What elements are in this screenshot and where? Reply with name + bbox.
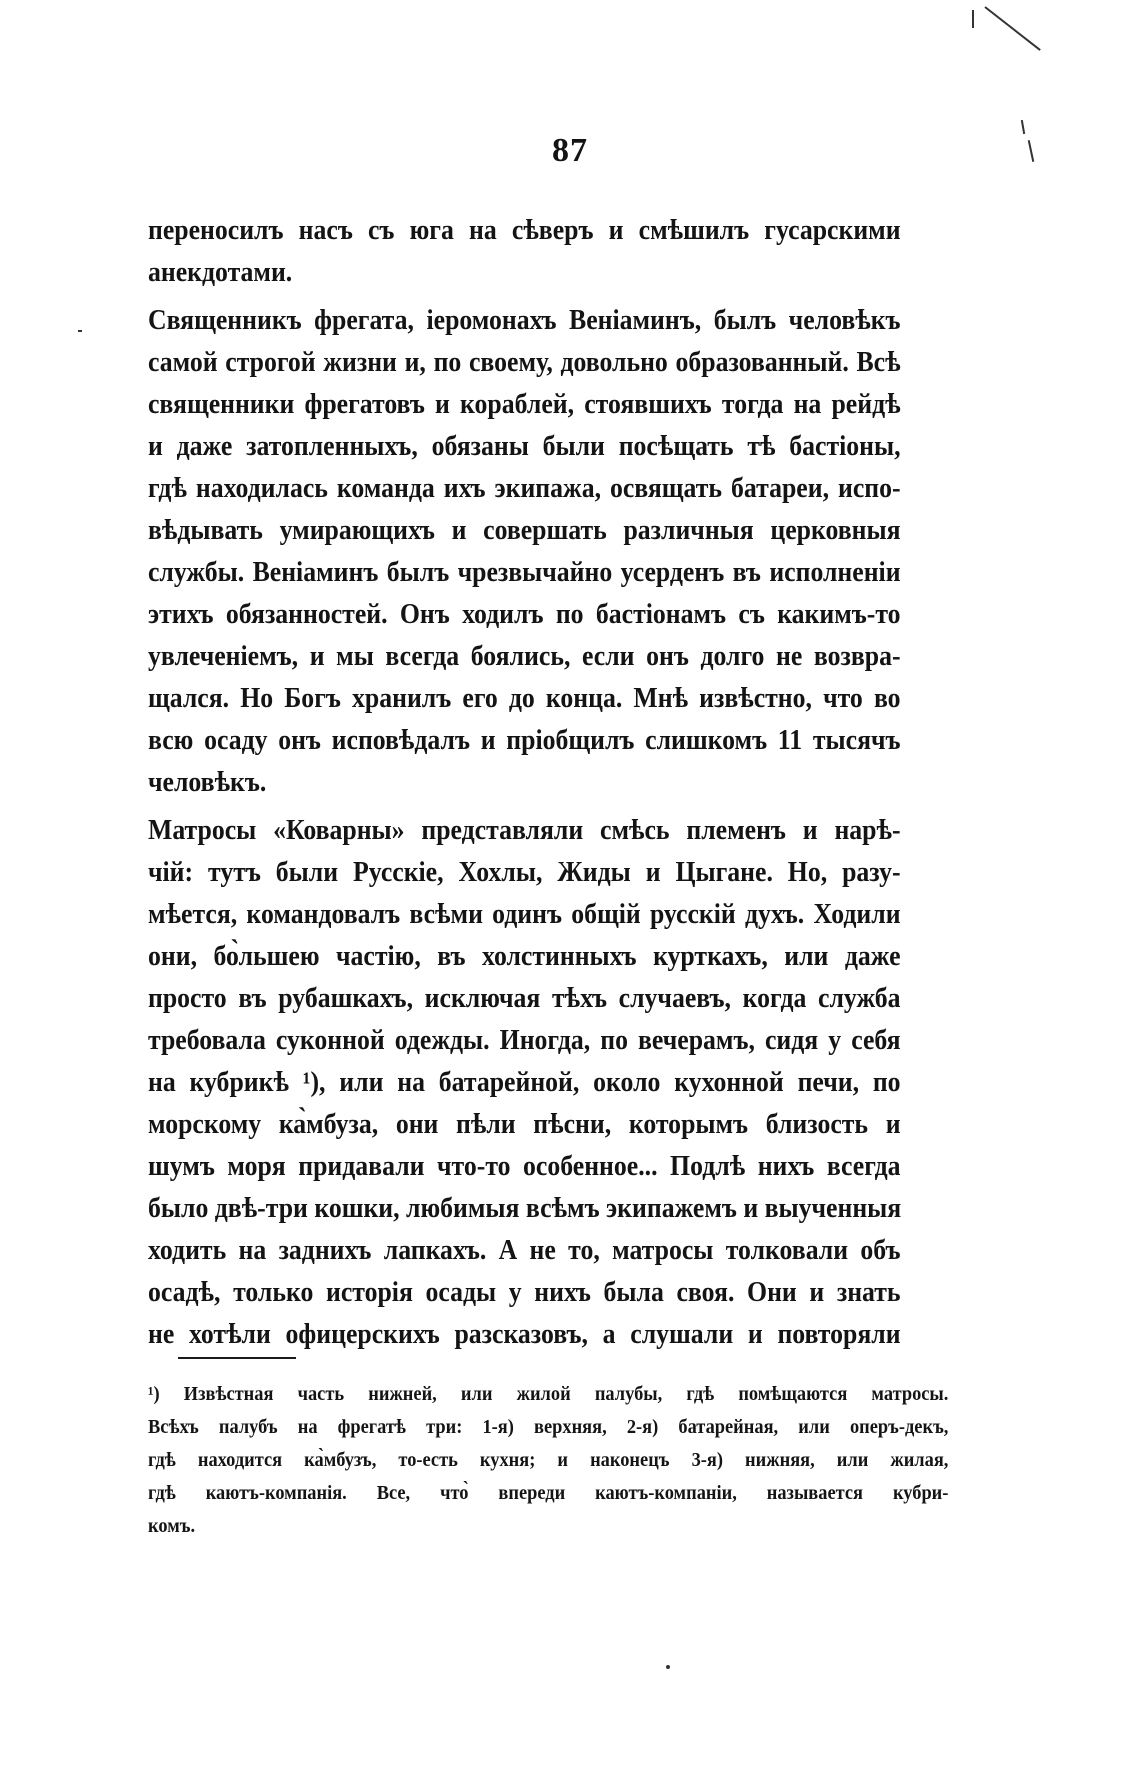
text-line: щался. Но Богъ хранилъ его до конца. Мнѣ извѣстно, что во <box>148 683 901 714</box>
footnote <box>148 1378 948 1543</box>
text-line: было двѣ-три кошки, любимыя всѣмъ экипажемъ и выученныя <box>148 1193 902 1224</box>
text-line: человѣкъ. <box>148 767 267 798</box>
text-line: гдѣ находилась команда ихъ экипажа, освящать батареи, испо- <box>148 473 901 504</box>
text-line: шумъ моря придавали что-то особенное... Подлѣ нихъ всегда <box>148 1151 901 1182</box>
text-line: священники фрегатовъ и кораблей, стоявшихъ тогда на рейдѣ <box>148 389 901 420</box>
text-line: вѣдывать умирающихъ и совершать различныя церковныя <box>148 515 901 546</box>
footnote-line: ¹) Извѣстная часть нижней, или жилой палубы, гдѣ помѣщаются матросы. <box>148 1383 949 1405</box>
text-line: морскому ка̀мбуза, они пѣли пѣсни, которымъ близость и <box>148 1109 901 1140</box>
text-line: ходить на заднихъ лапкахъ. А не то, матросы толковали объ <box>148 1235 901 1266</box>
footnote-line: гдѣ находится ка̀мбузъ, то-есть кухня; и наконецъ 3-я) нижняя, или жилая, <box>148 1449 949 1471</box>
text-line: анекдотами. <box>148 257 293 288</box>
paragraph <box>148 300 901 804</box>
text-line: мѣется, командовалъ всѣми одинъ общій русскій духъ. Ходили <box>148 899 901 930</box>
margin-pencil-stroke <box>984 6 1040 51</box>
text-line: этихъ обязанностей. Онъ ходилъ по бастіонамъ съ какимъ-то <box>148 599 901 630</box>
text-line: службы. Веніаминъ былъ чрезвычайно усерденъ въ исполненіи <box>148 557 901 588</box>
paragraph <box>148 210 901 294</box>
footnote-line: Всѣхъ палубъ на фрегатѣ три: 1-я) верхняя, 2-я) батарейная, или оперъ-декъ, <box>148 1416 949 1438</box>
text-line: самой строгой жизни и, по своему, довольно образованный. Всѣ <box>148 347 901 378</box>
page-number: 87 <box>552 132 588 169</box>
text-line: Священникъ фрегата, іеромонахъ Веніаминъ, былъ человѣкъ <box>148 305 901 336</box>
text-line: всю осаду онъ исповѣдалъ и пріобщилъ слишкомъ 11 тысячъ <box>148 725 901 756</box>
text-line: увлеченіемъ, и мы всегда боялись, если онъ долго не возвра- <box>148 641 901 672</box>
text-line: требовала суконной одежды. Иногда, по вечерамъ, сидя у себя <box>148 1025 901 1056</box>
footnote-divider <box>178 1357 296 1359</box>
text-line: на кубрикѣ ¹), или на батарейной, около кухонной печи, по <box>148 1067 901 1098</box>
body-text <box>148 210 901 1356</box>
text-line: Матросы «Коварны» представляли смѣсь племенъ и нарѣ- <box>148 815 901 846</box>
text-line: и даже затопленныхъ, обязаны были посѣщать тѣ бастіоны, <box>148 431 901 462</box>
footnote-line: гдѣ каютъ-компанія. Все, что̀ впереди каютъ-компаніи, называется кубри- <box>148 1482 949 1504</box>
margin-speck <box>78 330 82 332</box>
margin-speck <box>666 1665 670 1669</box>
footnote-line: комъ. <box>148 1515 196 1537</box>
text-line: переносилъ насъ съ юга на сѣверъ и смѣшилъ гусарскими <box>148 215 901 246</box>
text-line: чій: тутъ были Русскіе, Хохлы, Жиды и Цыгане. Но, разу- <box>148 857 901 888</box>
text-line: осадѣ, только исторія осады у нихъ была своя. Они и знать <box>148 1277 901 1308</box>
paragraph <box>148 810 901 1356</box>
margin-pencil-stroke <box>972 10 974 28</box>
text-line: они, бо̀льшею частію, въ холстинныхъ курткахъ, или даже <box>148 941 901 972</box>
text-line: просто въ рубашкахъ, исключая тѣхъ случаевъ, когда служба <box>148 983 901 1014</box>
text-line: не хотѣли офицерскихъ разсказовъ, а слушали и повторяли <box>148 1319 901 1350</box>
